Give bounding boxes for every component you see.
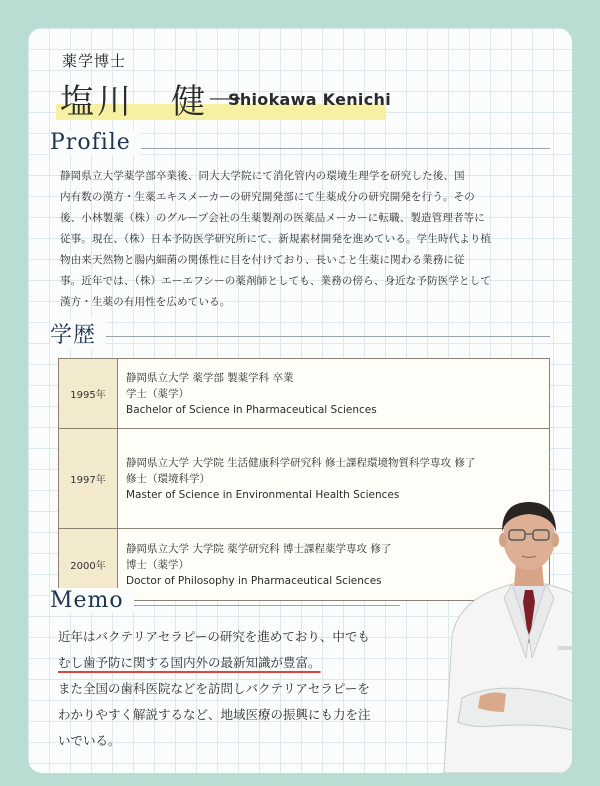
doctor-portrait bbox=[434, 486, 572, 773]
role-title: 薬学博士 bbox=[62, 52, 127, 70]
degree-title: 学士（薬学） bbox=[126, 387, 189, 400]
profile-line: 静岡県立大学薬学部卒業後、同大大学院にて消化管内の環境生理学を研究した後、国 bbox=[60, 170, 465, 182]
year-cell: 2000年 bbox=[59, 529, 118, 601]
profile-line: 漢方・生薬の有用性を広めている。 bbox=[60, 296, 231, 308]
degree-school: 静岡県立大学 大学院 生活健康科学研究科 修士課程環境物質科学専攻 修了 bbox=[126, 456, 476, 469]
profile-text bbox=[60, 166, 544, 313]
degree-title: 修士（環境科学） bbox=[126, 472, 210, 485]
education-heading: 学歴 bbox=[50, 318, 106, 349]
memo-text bbox=[58, 624, 428, 754]
degree-school: 静岡県立大学 大学院 薬学研究科 博士課程薬学専攻 修了 bbox=[126, 542, 392, 555]
year-cell: 1995年 bbox=[59, 359, 118, 429]
degree-cell bbox=[118, 359, 550, 429]
degree-english: Master of Science in Environmental Health Sciences bbox=[126, 488, 400, 501]
memo-highlight-line: むし歯予防に関する国内外の最新知識が豊富。 bbox=[58, 655, 321, 670]
profile-line: 事。近年では、（株）エーエフシーの薬剤師としても、業務の傍ら、身近な予防医学として bbox=[60, 275, 491, 287]
profile-card bbox=[28, 28, 572, 773]
education-divider bbox=[50, 336, 550, 337]
degree-school: 静岡県立大学 薬学部 製薬学科 卒業 bbox=[126, 371, 294, 384]
year-cell: 1997年 bbox=[59, 429, 118, 529]
degree-title: 博士（薬学） bbox=[126, 558, 189, 571]
memo-line: わかりやすく解説するなど、地域医療の振興にも力を注 bbox=[58, 707, 371, 722]
degree-english: Bachelor of Science in Pharmaceutical Sciences bbox=[126, 403, 377, 416]
name-japanese: 塩川 健一 bbox=[60, 82, 245, 122]
memo-line: いでいる。 bbox=[58, 733, 121, 748]
profile-line: 後、小林製薬（株）のグループ会社の生薬製剤の医薬品メーカーに転職、製造管理者等に bbox=[60, 212, 485, 224]
memo-line: また全国の歯科医院などを訪問しバクテリアセラピーを bbox=[58, 681, 370, 696]
memo-line: 近年はバクテリアセラピーの研究を進めており、中でも bbox=[58, 629, 370, 644]
profile-heading: Profile bbox=[50, 130, 141, 155]
profile-line: 従事。現在、（株）日本予防医学研究所にて、新規素材開発を進めている。学生時代より植 bbox=[60, 233, 492, 245]
profile-line: 物由来天然物と腸内細菌の関係性に目を付けており、長いこと生薬に関わる業務に従 bbox=[60, 254, 465, 266]
memo-heading: Memo bbox=[50, 588, 134, 613]
table-row bbox=[59, 359, 550, 429]
name-english: Shiokawa Kenichi bbox=[228, 90, 391, 109]
profile-line: 内有数の漢方・生薬エキスメーカーの研究開発部にて生薬成分の研究開発を行う。その bbox=[60, 191, 475, 203]
degree-english: Doctor of Philosophy in Pharmaceutical Sciences bbox=[126, 574, 382, 587]
